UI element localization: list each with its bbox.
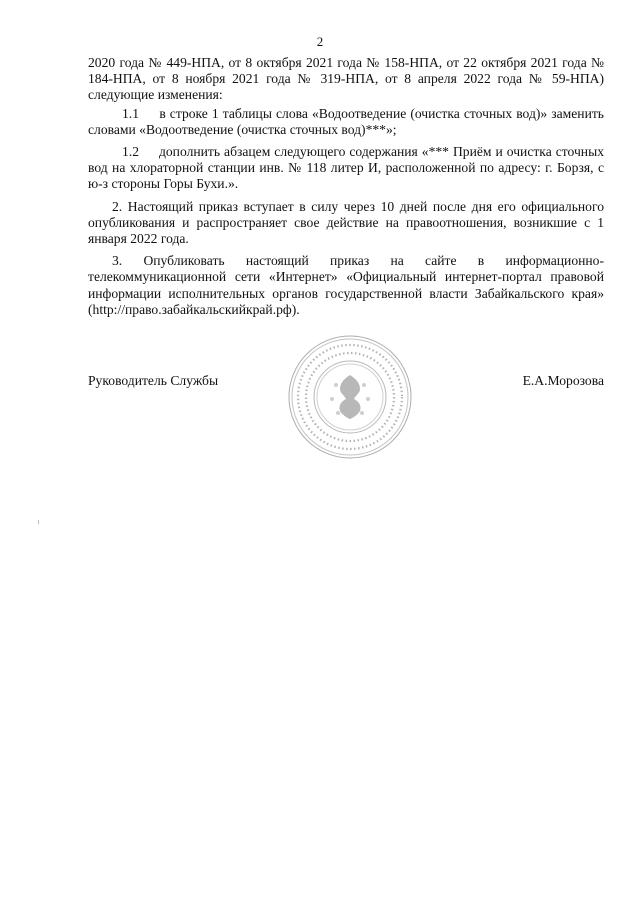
page-number: 2 <box>316 34 324 49</box>
signatory-name: Е.А.Морозова <box>522 373 604 388</box>
item-3: 3. Опубликовать настоящий приказ на сайте в информационно-телекоммуникационной сети «Интернет» «Официальный интернет-портал правовой информации исполнительных органов государственной власти Забайкальского края» (http://право.забайкальскийкрай.рф). <box>88 253 604 317</box>
signatory-role: Руководитель Службы <box>88 373 219 388</box>
document-body <box>88 55 608 324</box>
item-1-1: 1.1 в строке 1 таблицы слова «Водоотведение (очистка сточных вод)» заменить словами «Водоотведение (очистка сточных вод)***»; <box>88 105 608 137</box>
item-2: 2. Настоящий приказ вступает в силу через 10 дней после дня его официального опубликования и распространяет свое действие на правоотношения, возникшие с 1 января 2022 года. <box>88 198 604 247</box>
item-1-2: 1.2 дополнить абзацем следующего содержания «*** Приём и очистка сточных вод на хлораторной станции инв. № 118 литер И, расположенной по адресу: г. Борзя, с ю-з стороны Горы Бухи.». <box>88 144 608 192</box>
official-seal-stamp <box>286 333 414 461</box>
scan-speck <box>38 520 39 524</box>
intro-paragraph: 2020 года № 449-НПА, от 8 октября 2021 года № 158-НПА, от 22 октября 2021 года № 184-НПА, от 8 ноября 2021 года № 319-НПА, от 8 апреля 2022 года № 59-НПА) следующие изменения: <box>88 55 604 103</box>
